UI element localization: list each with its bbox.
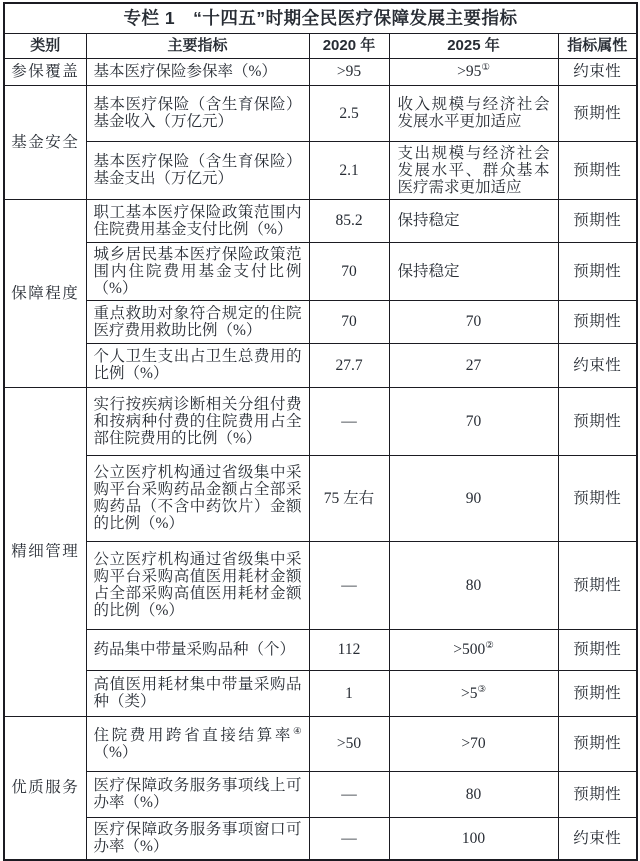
footnote-marker: ② (485, 639, 494, 651)
value-2025-cell: 保持稳定 (389, 199, 558, 242)
value-2025-cell: 70 (389, 387, 558, 455)
indicator-cell: 重点救助对象符合规定的住院医疗费用救助比例（%） (86, 300, 309, 343)
header-row (4, 33, 637, 58)
table-row (4, 541, 637, 629)
attribute-cell: 约束性 (558, 58, 637, 85)
attribute-cell: 预期性 (558, 387, 637, 455)
category-cell-coverage: 参保覆盖 (4, 58, 86, 85)
indicator-cell: 个人卫生支出占卫生总费用的比例（%） (86, 343, 309, 387)
value-2025-cell: >70 (389, 716, 558, 771)
attribute-cell: 预期性 (558, 629, 637, 670)
attribute-cell: 预期性 (558, 541, 637, 629)
table-row (4, 670, 637, 716)
indicator-cell: 公立医疗机构通过省级集中采购平台采购高值医用耗材金额占全部采购高值医用耗材金额的比例（%） (86, 541, 309, 629)
value-2020-cell: — (309, 771, 389, 817)
table-row (4, 141, 637, 199)
table-row (4, 199, 637, 242)
indicator-text: （%） (93, 743, 138, 761)
attribute-cell: 预期性 (558, 85, 637, 141)
value-2020-cell: 75 左右 (309, 455, 389, 541)
value-2020-cell: 2.5 (309, 85, 389, 141)
indicator-cell: 基本医疗保险参保率（%） (86, 58, 309, 85)
category-cell-fund-safety: 基金安全 (4, 85, 86, 199)
col-header-indicator: 主要指标 (86, 33, 309, 58)
attribute-cell: 预期性 (558, 141, 637, 199)
value-2020-cell: 27.7 (309, 343, 389, 387)
category-cell-fine-management: 精细管理 (4, 387, 86, 716)
col-header-category: 类别 (4, 33, 86, 58)
value-2025-cell (389, 629, 558, 670)
attribute-cell: 预期性 (558, 242, 637, 300)
category-cell-quality-service: 优质服务 (4, 716, 86, 860)
value-2025-cell: 100 (389, 817, 558, 860)
attribute-cell: 约束性 (558, 343, 637, 387)
value-2020-cell: 70 (309, 242, 389, 300)
value-2020-cell: 2.1 (309, 141, 389, 199)
table-row (4, 300, 637, 343)
attribute-cell: 预期性 (558, 771, 637, 817)
indicator-text: 住院费用跨省直接结算率 (93, 726, 293, 744)
value-2020-cell: >50 (309, 716, 389, 771)
value-2025-text: >5 (460, 684, 478, 702)
category-cell-protection-level: 保障程度 (4, 199, 86, 387)
indicator-table (3, 2, 638, 861)
value-2020-cell: — (309, 817, 389, 860)
value-2025-cell: 支出规模与经济社会发展水平、群众基本医疗需求更加适应 (389, 141, 558, 199)
value-2020-cell: 1 (309, 670, 389, 716)
table-row (4, 343, 637, 387)
indicator-cell: 医疗保障政务服务事项线上可办率（%） (86, 771, 309, 817)
value-2025-cell: 收入规模与经济社会发展水平更加适应 (389, 85, 558, 141)
table-row (4, 455, 637, 541)
col-header-2025: 2025 年 (389, 33, 558, 58)
value-2025-cell (389, 670, 558, 716)
value-2025-cell: 27 (389, 343, 558, 387)
attribute-cell: 预期性 (558, 300, 637, 343)
footnote-marker: ③ (477, 683, 487, 695)
indicator-cell: 基本医疗保险（含生育保险）基金支出（万亿元） (86, 141, 309, 199)
indicator-cell (86, 716, 309, 771)
attribute-cell: 预期性 (558, 670, 637, 716)
indicator-cell: 医疗保障政务服务事项窗口可办率（%） (86, 817, 309, 860)
table-row (4, 387, 637, 455)
indicator-cell: 职工基本医疗保险政策范围内住院费用基金支付比例（%） (86, 199, 309, 242)
value-2025-cell: 保持稳定 (389, 242, 558, 300)
table-row (4, 58, 637, 85)
table-row (4, 771, 637, 817)
indicator-cell: 基本医疗保险（含生育保险）基金收入（万亿元） (86, 85, 309, 141)
page-title: 专栏 1 “十四五”时期全民医疗保障发展主要指标 (4, 3, 637, 33)
title-row (4, 3, 637, 33)
value-2020-cell: — (309, 541, 389, 629)
value-2025-cell (389, 58, 558, 85)
table-row (4, 817, 637, 860)
value-2025-cell: 80 (389, 771, 558, 817)
value-2025-text: >95 (457, 63, 482, 80)
value-2020-cell: 112 (309, 629, 389, 670)
indicator-cell: 药品集中带量采购品种（个） (86, 629, 309, 670)
value-2020-cell: 85.2 (309, 199, 389, 242)
value-2020-cell: — (309, 387, 389, 455)
footnote-marker: ① (481, 61, 490, 73)
table-row (4, 629, 637, 670)
attribute-cell: 约束性 (558, 817, 637, 860)
attribute-cell: 预期性 (558, 716, 637, 771)
attribute-cell: 预期性 (558, 199, 637, 242)
table-row (4, 242, 637, 300)
indicator-cell: 高值医用耗材集中带量采购品种（类） (86, 670, 309, 716)
indicator-cell: 公立医疗机构通过省级集中采购平台采购药品金额占全部采购药品（不含中药饮片）金额的比例（%） (86, 455, 309, 541)
table-row (4, 716, 637, 771)
table-row (4, 85, 637, 141)
attribute-cell: 预期性 (558, 455, 637, 541)
value-2025-cell: 70 (389, 300, 558, 343)
indicator-cell: 城乡居民基本医疗保险政策范围内住院费用基金支付比例（%） (86, 242, 309, 300)
value-2020-cell: >95 (309, 58, 389, 85)
value-2025-text: >500 (453, 641, 486, 658)
indicator-cell: 实行按疾病诊断相关分组付费和按病种付费的住院费用占全部住院费用的比例（%） (86, 387, 309, 455)
value-2025-cell: 90 (389, 455, 558, 541)
col-header-2020: 2020 年 (309, 33, 389, 58)
value-2020-cell: 70 (309, 300, 389, 343)
footnote-marker: ④ (292, 725, 302, 737)
value-2025-cell: 80 (389, 541, 558, 629)
col-header-attribute: 指标属性 (558, 33, 637, 58)
